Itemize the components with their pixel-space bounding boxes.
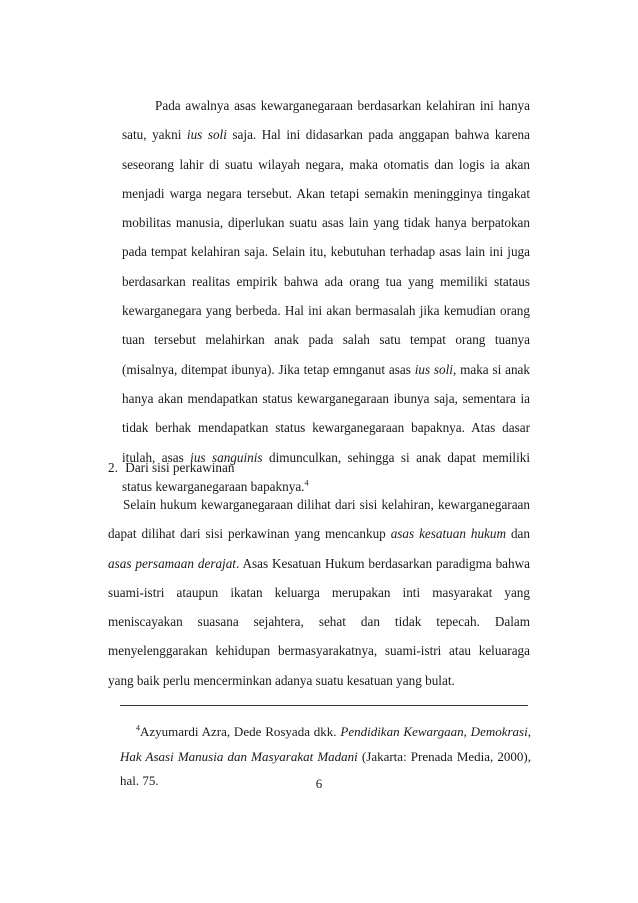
footnote-marker: 4 bbox=[136, 723, 140, 733]
paragraph-perkawinan bbox=[108, 490, 530, 695]
italic-term: asas kesatuan hukum bbox=[390, 526, 507, 542]
paragraph-text: dimunculkan, sehingga si anak dapat memiliki status kewarganegaraan bapaknya. bbox=[122, 449, 530, 494]
footnote-divider bbox=[120, 705, 528, 706]
italic-term: ius sanguinis bbox=[190, 449, 263, 465]
section-title: Dari sisi perkawinan bbox=[125, 460, 235, 475]
footnote-reference: 4 bbox=[304, 478, 309, 488]
section-heading bbox=[108, 453, 234, 482]
paragraph-text: saja. Hal ini didasarkan pada anggapan bahwa karena seseorang lahir di suatu wilayah negara, maka otomatis dan logis ia akan menjadi warga negara tersebut. Akan tetapi semakin meningginya tingakat mobilitas manusia, diperlukan suatu asas lain yang tidak hanya berpatokan pada tempat kelahiran saja. Selain itu, kebutuhan terhadap asas lain ini juga berdasarkan realitas empirik bahwa ada orang tua yang memiliki stataus kewarganegara yang berbeda. Hal ini akan bermasalah jika kemudian orang tuan tersebut melahirkan anak pada salah satu tempat orang tuanya (misalnya, ditempat ibunya). Jika tetap emnganut asas bbox=[122, 127, 530, 377]
italic-term: ius soli bbox=[186, 127, 227, 143]
paragraph-text: Selain hukum kewarganegaraan dilihat dari sisi kelahiran, kewarganegaraan dapat dilihat dari sisi perkawinan yang mencankup bbox=[108, 497, 530, 542]
paragraph-ius-soli bbox=[122, 91, 530, 501]
paragraph-text: , maka si anak hanya akan mendapatkan status kewarganegaraan ibunya saja, sementara ia tidak berhak mendapatkan status kewarganegaraan bapaknya. Atas dasar itulah, asas bbox=[122, 361, 531, 465]
footnote-book-title: Pendidikan Kewargaan, Demokrasi, Hak Asasi Manusia dan Masyarakat Madani bbox=[120, 724, 531, 764]
italic-term: ius soli bbox=[414, 361, 453, 377]
section-number: 2. bbox=[108, 460, 118, 475]
page-number: 6 bbox=[315, 776, 323, 791]
footnote-publication: (Jakarta: Prenada Media, 2000), hal. 75. bbox=[120, 748, 531, 788]
italic-term: asas persamaan derajat bbox=[108, 555, 236, 571]
footnote-authors: Azyumardi Azra, Dede Rosyada dkk. bbox=[140, 724, 341, 739]
paragraph-text: Pada awalnya asas kewarganegaraan berdasarkan kelahiran ini hanya satu, yakni bbox=[122, 98, 530, 143]
paragraph-text: dan bbox=[506, 526, 530, 542]
paragraph-text: . Asas Kesatuan Hukum berdasarkan paradigma bahwa suami-istri ataupun ikatan keluarga merupakan inti masyarakat yang meniscayakan suasana sejahtera, sehat dan tidak tepecah. Dalam menyelenggarakan kehidupan bermasyarakatnya, suami-istri atau keluaraga yang baik perlu mencerminkan adanya suatu kesatuan yang bulat. bbox=[108, 555, 530, 688]
